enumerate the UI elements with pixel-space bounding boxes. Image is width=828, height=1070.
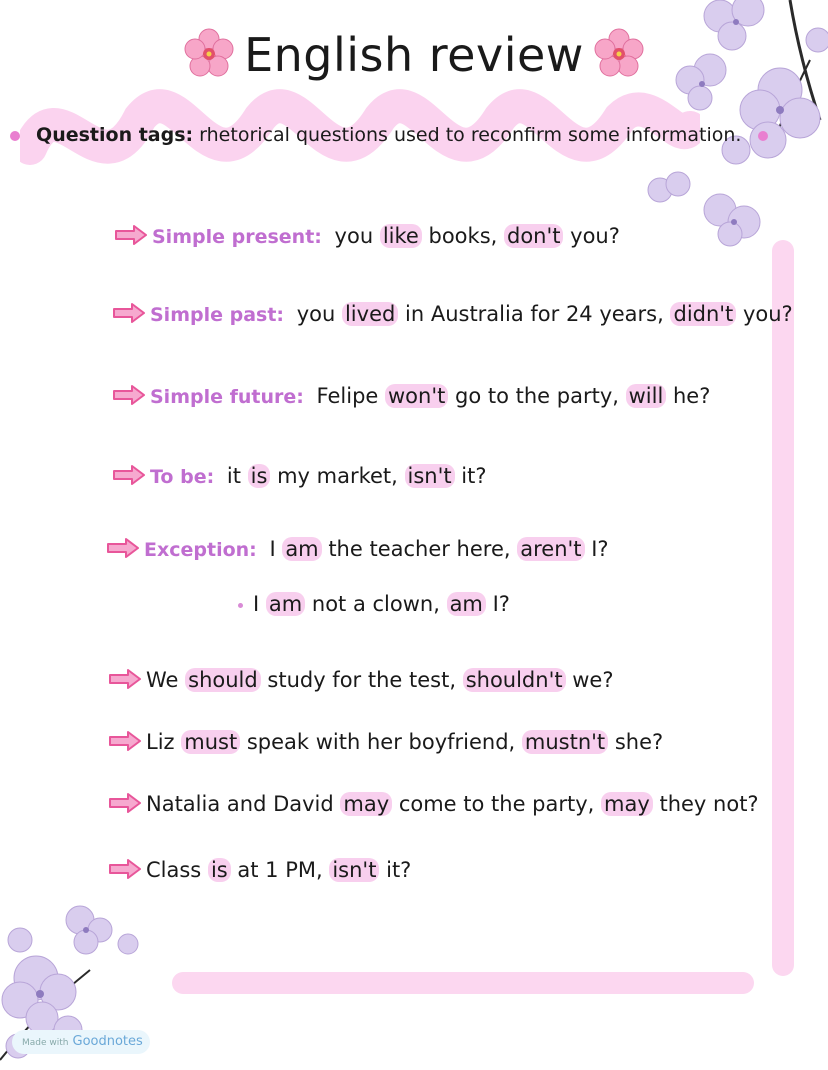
arrow-right-icon	[108, 793, 142, 818]
page-title	[0, 28, 828, 89]
sentence-text: speak with her boyfriend,	[240, 730, 522, 754]
sentence-text: you?	[736, 302, 793, 326]
pink-frame-horizontal	[172, 972, 754, 994]
blossom-icon	[184, 28, 234, 89]
definition-text: rhetorical questions used to reconfirm some information.	[193, 124, 742, 146]
example-row	[112, 384, 710, 410]
sentence-text: I?	[584, 537, 609, 561]
arrow-right-icon	[108, 859, 142, 884]
arrow-right-icon	[112, 303, 146, 328]
sentence-text: books,	[421, 224, 504, 248]
tense-label: Simple past:	[150, 304, 285, 326]
arrow-right-icon	[112, 465, 146, 490]
sentence-text: Felipe	[309, 384, 385, 408]
sentence-text: in Australia for 24 years,	[398, 302, 671, 326]
example-row	[108, 792, 759, 818]
bullet-icon	[238, 603, 243, 608]
sentence-text: not a clown,	[305, 592, 447, 616]
sentence-text: they not?	[652, 792, 759, 816]
example-row	[108, 858, 411, 884]
highlighted-word: may	[601, 792, 653, 816]
sentence-text: you	[290, 302, 342, 326]
sentence-text: you?	[563, 224, 620, 248]
sentence-text: we?	[565, 668, 614, 692]
example-row	[108, 730, 663, 756]
sentence-text: the teacher here,	[321, 537, 518, 561]
highlighted-word: mustn't	[522, 730, 608, 754]
blossom-icon	[594, 28, 644, 89]
highlighted-word: like	[380, 224, 422, 248]
sentence-text: he?	[666, 384, 711, 408]
definition-row	[10, 124, 768, 146]
arrow-right-icon	[108, 669, 142, 694]
tense-label: Exception:	[144, 539, 257, 561]
example-row	[112, 464, 487, 490]
sentence-text: my market,	[270, 464, 405, 488]
example-row	[114, 224, 620, 250]
sentence-text: it?	[454, 464, 487, 488]
arrow-right-icon	[112, 385, 146, 410]
sentence-text: you	[327, 224, 380, 248]
sentence-text: study for the test,	[260, 668, 463, 692]
sentence-text: We	[146, 668, 186, 692]
sentence-text: I	[253, 592, 266, 616]
sentence-text: Natalia and David	[146, 792, 341, 816]
arrow-right-icon	[108, 731, 142, 756]
highlighted-word: didn't	[670, 302, 736, 326]
tense-label: Simple present:	[152, 226, 322, 248]
highlighted-word: won't	[385, 384, 448, 408]
sentence-text: at 1 PM,	[230, 858, 330, 882]
sentence-text: it?	[379, 858, 412, 882]
highlighted-word: should	[185, 668, 261, 692]
example-row	[238, 592, 510, 616]
example-row	[108, 668, 614, 694]
sentence-text: come to the party,	[392, 792, 602, 816]
highlighted-word: aren't	[517, 537, 584, 561]
example-row	[112, 302, 793, 328]
badge-brand: Goodnotes	[72, 1034, 143, 1049]
sentence-text: Liz	[146, 730, 182, 754]
sentence-text: Class	[146, 858, 208, 882]
sentence-text: I	[262, 537, 283, 561]
arrow-right-icon	[114, 225, 148, 250]
pink-frame-vertical	[772, 240, 794, 976]
bullet-icon	[758, 131, 768, 141]
highlighted-word: lived	[342, 302, 398, 326]
highlighted-word: isn't	[405, 464, 455, 488]
sentence-text: go to the party,	[448, 384, 626, 408]
highlighted-word: don't	[504, 224, 564, 248]
highlighted-word: shouldn't	[463, 668, 566, 692]
highlighted-word: isn't	[329, 858, 379, 882]
title-text: English review	[244, 28, 584, 82]
badge-small-text: Made with	[22, 1038, 69, 1048]
highlighted-word: must	[181, 730, 240, 754]
highlighted-word: am	[447, 592, 486, 616]
highlighted-word: may	[340, 792, 392, 816]
highlighted-word: am	[266, 592, 305, 616]
goodnotes-badge	[12, 1030, 150, 1054]
highlighted-word: is	[208, 858, 231, 882]
highlighted-word: is	[248, 464, 271, 488]
arrow-right-icon	[106, 538, 140, 563]
sentence-text: I?	[485, 592, 510, 616]
highlighted-word: am	[282, 537, 321, 561]
highlighted-word: will	[626, 384, 667, 408]
sentence-text: it	[220, 464, 248, 488]
tense-label: Simple future:	[150, 386, 304, 408]
definition-term: Question tags:	[36, 124, 194, 146]
bullet-icon	[10, 131, 20, 141]
example-row	[106, 537, 609, 563]
tense-label: To be:	[150, 466, 215, 488]
sentence-text: she?	[608, 730, 664, 754]
